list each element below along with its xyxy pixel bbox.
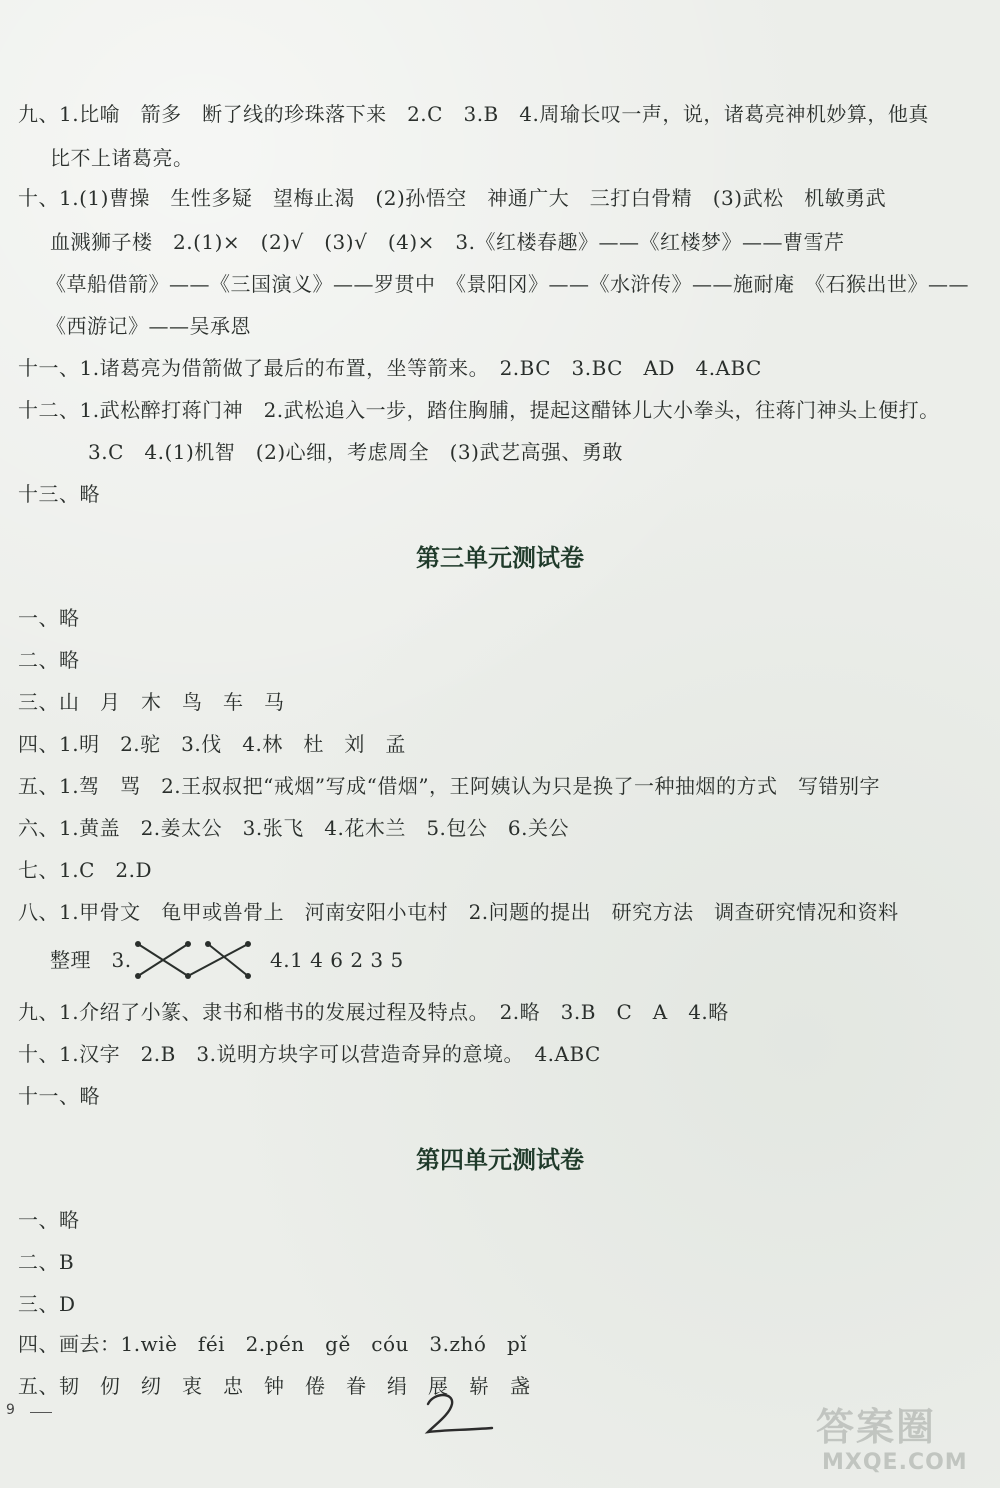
unit3-line-2: 二、略	[18, 648, 80, 672]
watermark-logo: 答案圈	[816, 1405, 937, 1449]
answer-line-10-cont-3: 《西游记》——吴承恩	[46, 314, 251, 338]
unit4-line-4: 四、画去：1.wiè féi 2.pén gě cóu 3.zhó pǐ	[18, 1332, 528, 1356]
section-title-unit-3: 第三单元测试卷	[416, 544, 584, 572]
unit3-line-3: 三、山 月 木 鸟 车 马	[18, 690, 285, 714]
answer-line-10: 十、1.(1)曹操 生性多疑 望梅止渴 (2)孙悟空 神通广大 三打白骨精 (3)武松 机敏勇武	[18, 186, 887, 210]
section-title-unit-4: 第四单元测试卷	[416, 1146, 584, 1174]
matching-lines-diagram	[132, 938, 256, 982]
page-number: 9	[6, 1402, 15, 1418]
answer-line-9: 九、1.比喻 箭多 断了线的珍珠落下来 2.C 3.B 4.周瑜长叹一声，说，诸葛亮神机妙算，他真	[18, 102, 929, 126]
unit3-line-8-cont: 整理 3.	[50, 948, 132, 972]
unit3-line-9: 九、1.介绍了小篆、隶书和楷书的发展过程及特点。 2.略 3.B C A 4.略	[18, 1000, 729, 1024]
unit3-order-answer: 4.1 4 6 2 3 5	[270, 948, 404, 972]
watermark-url: MXQE.COM	[822, 1450, 968, 1475]
unit3-line-4: 四、1.明 2.驼 3.伐 4.林 杜 刘 孟	[18, 732, 406, 756]
handwritten-mark	[420, 1390, 500, 1440]
site-watermark	[808, 1396, 994, 1482]
unit4-line-5: 五、韧 仞 纫 衷 忠 钟 倦 眷 绢 展 崭 盏	[18, 1374, 531, 1398]
unit3-line-5: 五、1.驾 骂 2.王叔叔把“戒烟”写成“借烟”，王阿姨认为只是换了一种抽烟的方式 写错别字	[18, 774, 881, 798]
page-number-dash	[30, 1412, 52, 1413]
unit4-line-3: 三、D	[18, 1292, 76, 1316]
unit4-line-1: 一、略	[18, 1208, 80, 1232]
answer-line-12: 十二、1.武松醉打蒋门神 2.武松追入一步，踏住胸脯，提起这醋钵儿大小拳头，往蒋门神头上便打。	[18, 398, 940, 422]
unit3-line-8: 八、1.甲骨文 龟甲或兽骨上 河南安阳小屯村 2.问题的提出 研究方法 调查研究情况和资料	[18, 900, 899, 924]
answer-line-10-cont-1: 血溅狮子楼 2.(1)× (2)√ (3)√ (4)× 3.《红楼春趣》——《红楼梦》——曹雪芹	[50, 230, 845, 254]
answer-line-10-cont-2: 《草船借箭》——《三国演义》——罗贯中 《景阳冈》——《水浒传》——施耐庵 《石猴出世》——	[46, 272, 969, 296]
answer-line-9-cont: 比不上诸葛亮。	[50, 146, 194, 170]
unit3-line-11: 十一、略	[18, 1084, 100, 1108]
unit3-line-6: 六、1.黄盖 2.姜太公 3.张飞 4.花木兰 5.包公 6.关公	[18, 816, 569, 840]
answer-line-13: 十三、略	[18, 482, 100, 506]
answer-line-11: 十一、1.诸葛亮为借箭做了最后的布置，坐等箭来。 2.BC 3.BC AD 4.ABC	[18, 356, 762, 380]
answer-line-12-cont: 3.C 4.(1)机智 (2)心细，考虑周全 (3)武艺高强、勇敢	[88, 440, 623, 464]
unit3-line-1: 一、略	[18, 606, 80, 630]
unit3-line-7: 七、1.C 2.D	[18, 858, 153, 882]
unit4-line-2: 二、B	[18, 1250, 75, 1274]
unit3-line-10: 十、1.汉字 2.B 3.说明方块字可以营造奇异的意境。 4.ABC	[18, 1042, 601, 1066]
